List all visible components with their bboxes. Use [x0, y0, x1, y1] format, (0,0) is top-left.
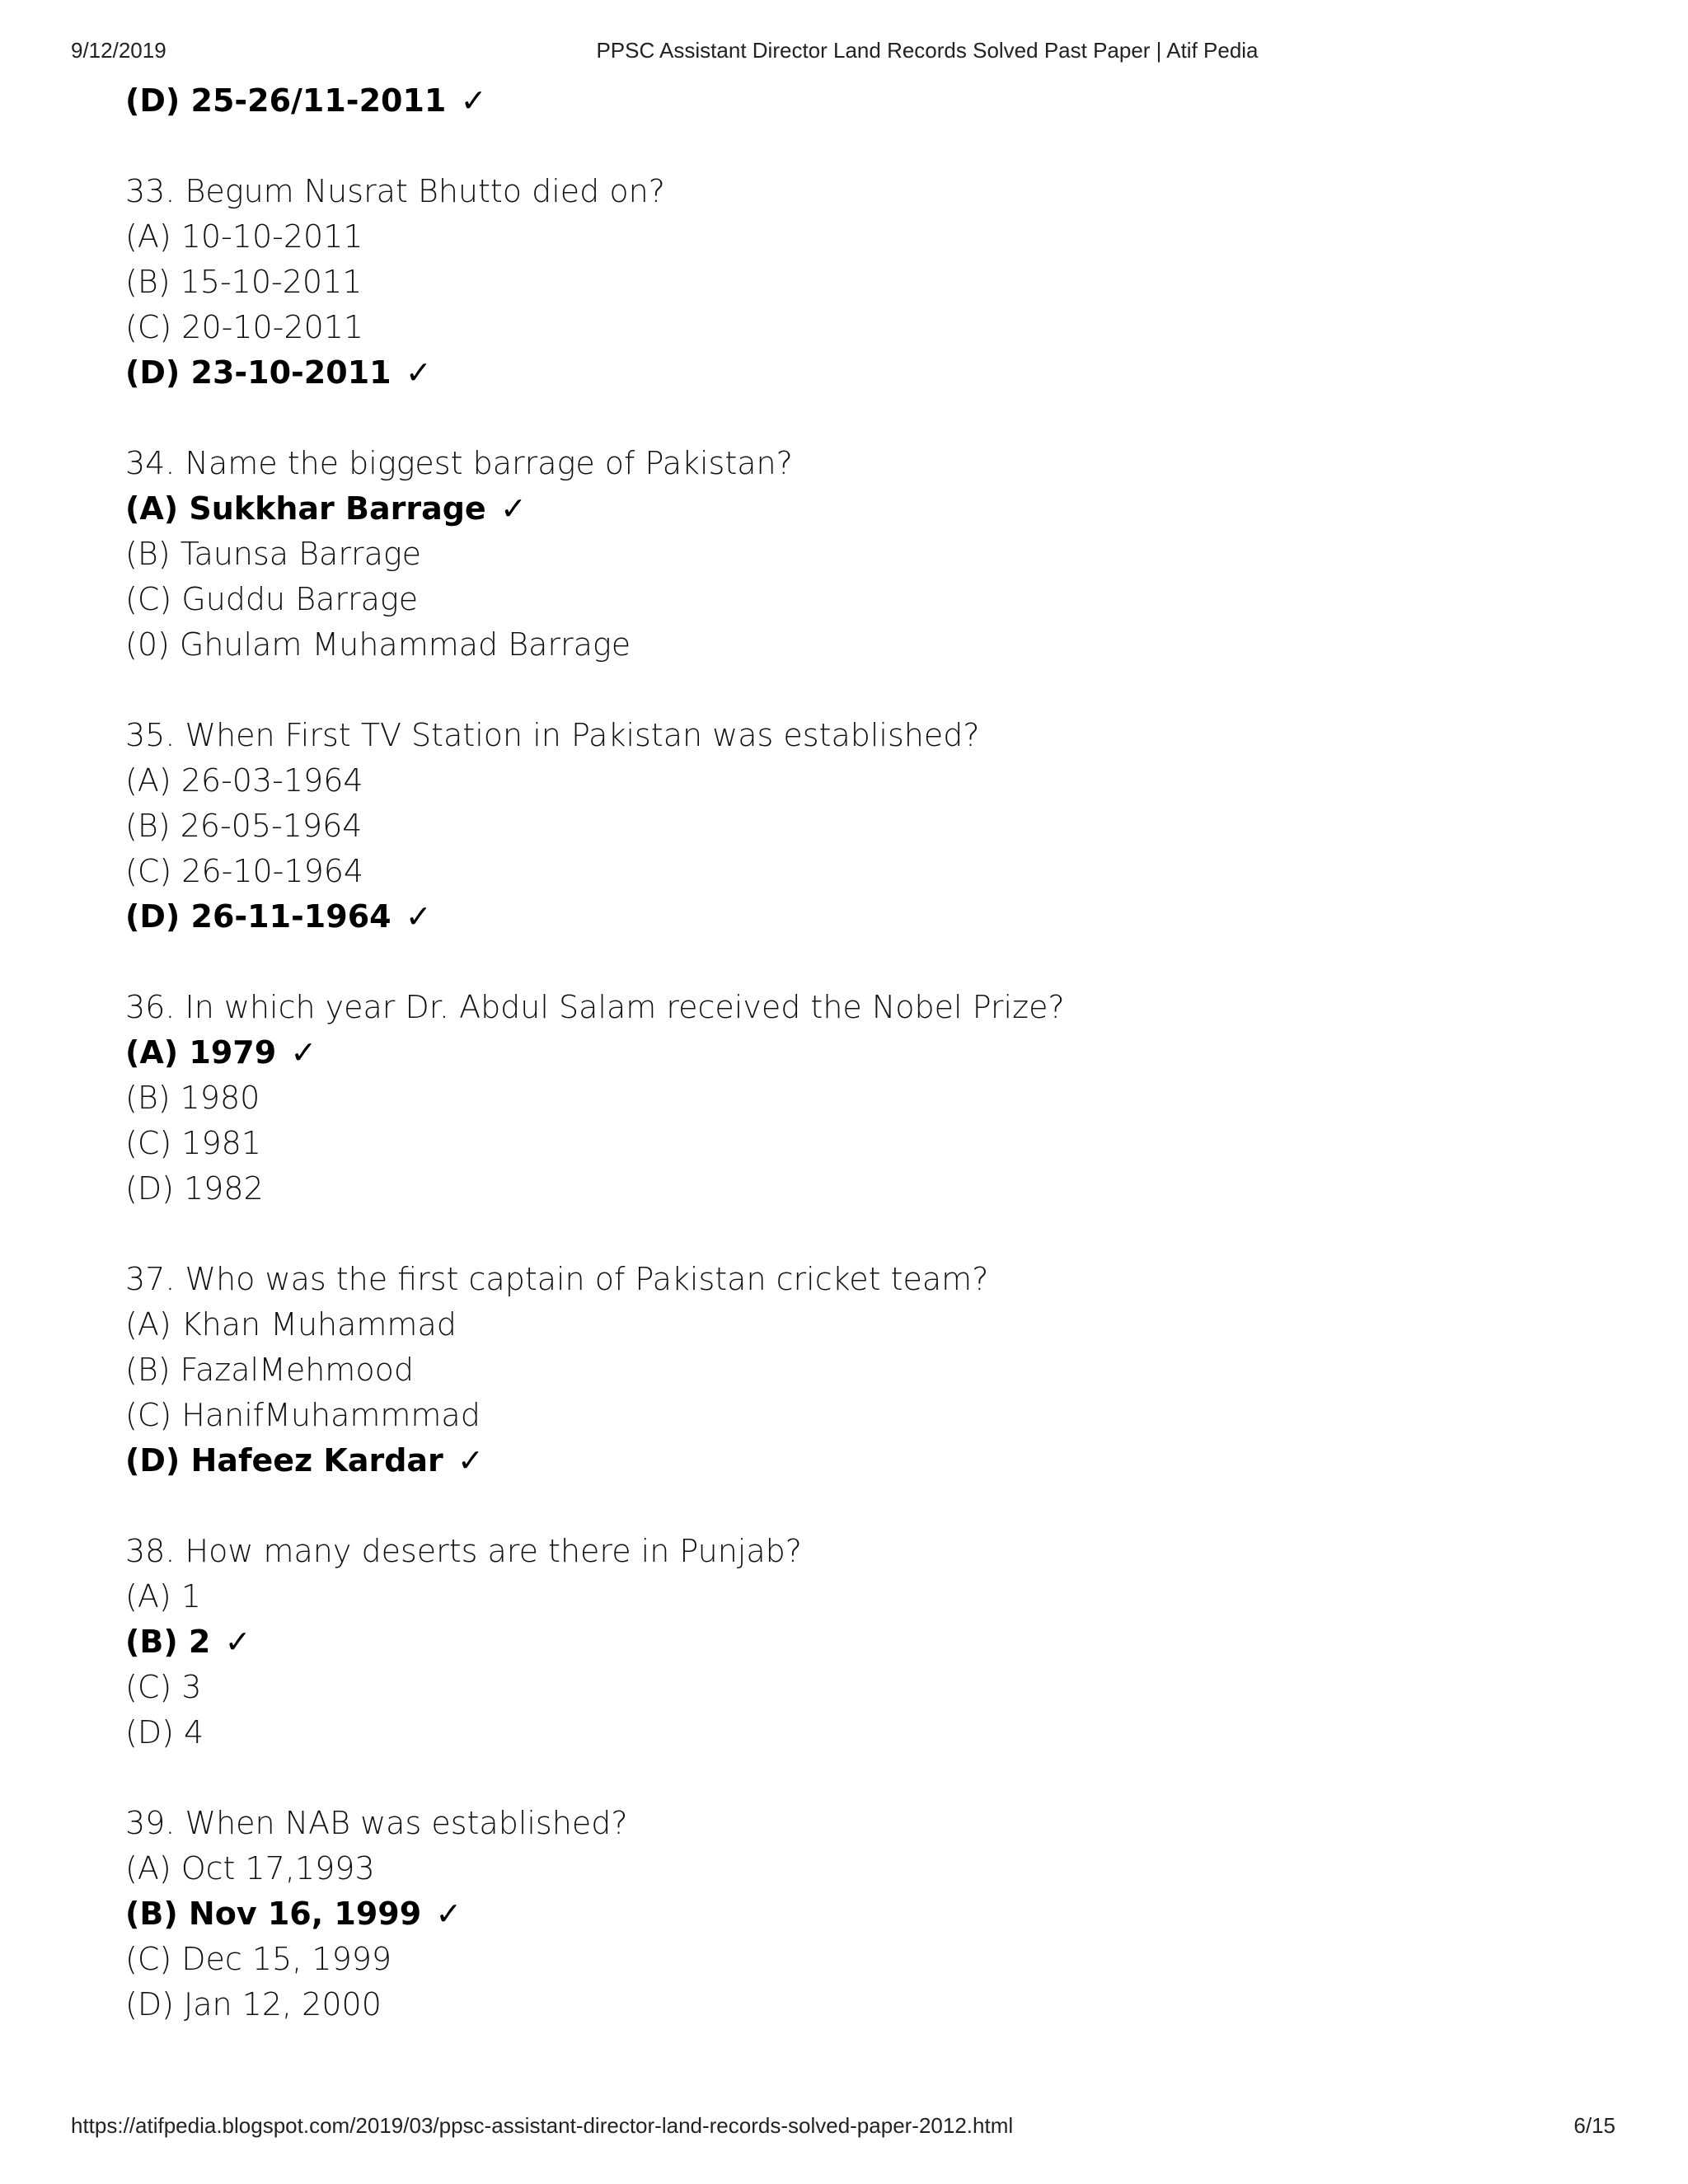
spacer — [125, 1212, 1526, 1257]
option-text: (B) 2 — [125, 1624, 211, 1660]
option-text: (C) Guddu Barrage — [125, 581, 419, 617]
correct-option — [125, 350, 1526, 396]
check-mark-icon: ✓ — [457, 1442, 484, 1479]
answer-option — [125, 1393, 1526, 1438]
option-text: (A) Oct 17,1993 — [125, 1850, 375, 1886]
answer-option — [125, 1574, 1526, 1619]
option-text: (B) FazalMehmood — [125, 1352, 414, 1388]
option-text: (0) Ghulam Muhammad Barrage — [125, 626, 631, 663]
check-mark-icon: ✓ — [224, 1624, 251, 1660]
carryover-answer — [125, 78, 1526, 124]
check-mark-icon: ✓ — [460, 82, 487, 119]
answer-option — [125, 1937, 1526, 1982]
spacer — [125, 1755, 1526, 1801]
check-mark-icon: ✓ — [435, 1896, 462, 1932]
answer-option — [125, 1665, 1526, 1710]
option-text: (B) Nov 16, 1999 — [125, 1896, 422, 1932]
correct-option — [125, 1030, 1526, 1076]
option-text: (D) 4 — [125, 1714, 204, 1750]
spacer — [125, 124, 1526, 169]
question-text: 34. Name the biggest barrage of Pakistan? — [125, 445, 793, 481]
answer-option — [125, 1121, 1526, 1166]
check-mark-icon: ✓ — [499, 490, 527, 527]
check-mark-icon: ✓ — [290, 1034, 317, 1071]
option-text: (C) 20-10-2011 — [125, 309, 364, 345]
quiz-content — [125, 78, 1526, 2027]
answer-option — [125, 1982, 1526, 2027]
question-list — [125, 124, 1526, 2027]
correct-option — [125, 1891, 1526, 1937]
print-header — [0, 38, 1688, 71]
question-text: 38. How many deserts are there in Punjab? — [125, 1533, 802, 1569]
correct-option — [125, 486, 1526, 532]
option-text: (D) Hafeez Kardar — [125, 1442, 443, 1479]
print-date: 9/12/2019 — [71, 38, 166, 63]
spacer — [125, 1483, 1526, 1529]
option-text: (C) 1981 — [125, 1125, 261, 1161]
option-text: (D) 1982 — [125, 1170, 264, 1207]
correct-option — [125, 1619, 1526, 1665]
option-text: (A) 1 — [125, 1578, 201, 1615]
check-mark-icon: ✓ — [405, 354, 432, 391]
option-text: (C) HanifMuhammmad — [125, 1397, 481, 1433]
option-text: (A) 1979 — [125, 1034, 277, 1071]
spacer — [125, 668, 1526, 713]
question-text: 37. Who was the first captain of Pakistan cricket team? — [125, 1261, 989, 1297]
print-page-title: PPSC Assistant Director Land Records Solved Past Paper | Atif Pedia — [596, 38, 1259, 63]
option-text: (D) 25-26/11-2011 — [125, 82, 447, 119]
answer-option — [125, 260, 1526, 305]
check-mark-icon: ✓ — [405, 898, 432, 935]
question-text: 36. In which year Dr. Abdul Salam received the Nobel Prize? — [125, 989, 1065, 1025]
correct-option — [125, 894, 1526, 940]
question-text: 35. When First TV Station in Pakistan was established? — [125, 717, 980, 753]
option-text: (A) Khan Muhammad — [125, 1306, 457, 1343]
option-text: (D) Jan 12, 2000 — [125, 1986, 382, 2022]
option-text: (D) 23-10-2011 — [125, 354, 392, 391]
question-text: 33. Begum Nusrat Bhutto died on? — [125, 173, 665, 209]
page-number: 6/15 — [1573, 2113, 1615, 2138]
correct-option — [125, 1438, 1526, 1483]
answer-option — [125, 849, 1526, 894]
answer-option — [125, 804, 1526, 849]
option-text: (A) 10-10-2011 — [125, 218, 363, 255]
answer-option — [125, 532, 1526, 577]
option-text: (C) 26-10-1964 — [125, 853, 364, 889]
answer-option — [125, 1846, 1526, 1891]
answer-option — [125, 1347, 1526, 1393]
answer-option — [125, 577, 1526, 622]
spacer — [125, 396, 1526, 441]
answer-option — [125, 1710, 1526, 1755]
option-text: (A) 26-03-1964 — [125, 762, 363, 799]
option-text: (B) 1980 — [125, 1080, 260, 1116]
answer-option — [125, 622, 1526, 668]
question-text: 39. When NAB was established? — [125, 1805, 628, 1841]
answer-option — [125, 1166, 1526, 1212]
option-text: (B) 15-10-2011 — [125, 264, 363, 300]
print-url: https://atifpedia.blogspot.com/2019/03/ppsc-assistant-director-land-records-solved-paper-2012.html — [71, 2113, 1014, 2138]
option-text: (C) Dec 15, 1999 — [125, 1941, 392, 1977]
answer-option — [125, 1076, 1526, 1121]
answer-option — [125, 214, 1526, 260]
option-text: (D) 26-11-1964 — [125, 898, 392, 935]
answer-option — [125, 758, 1526, 804]
option-text: (A) Sukkhar Barrage — [125, 490, 486, 527]
answer-option — [125, 305, 1526, 350]
spacer — [125, 940, 1526, 985]
answer-option — [125, 1302, 1526, 1347]
option-text: (B) Taunsa Barrage — [125, 536, 422, 572]
option-text: (B) 26-05-1964 — [125, 808, 363, 844]
option-text: (C) 3 — [125, 1669, 202, 1705]
print-footer — [0, 2113, 1688, 2146]
